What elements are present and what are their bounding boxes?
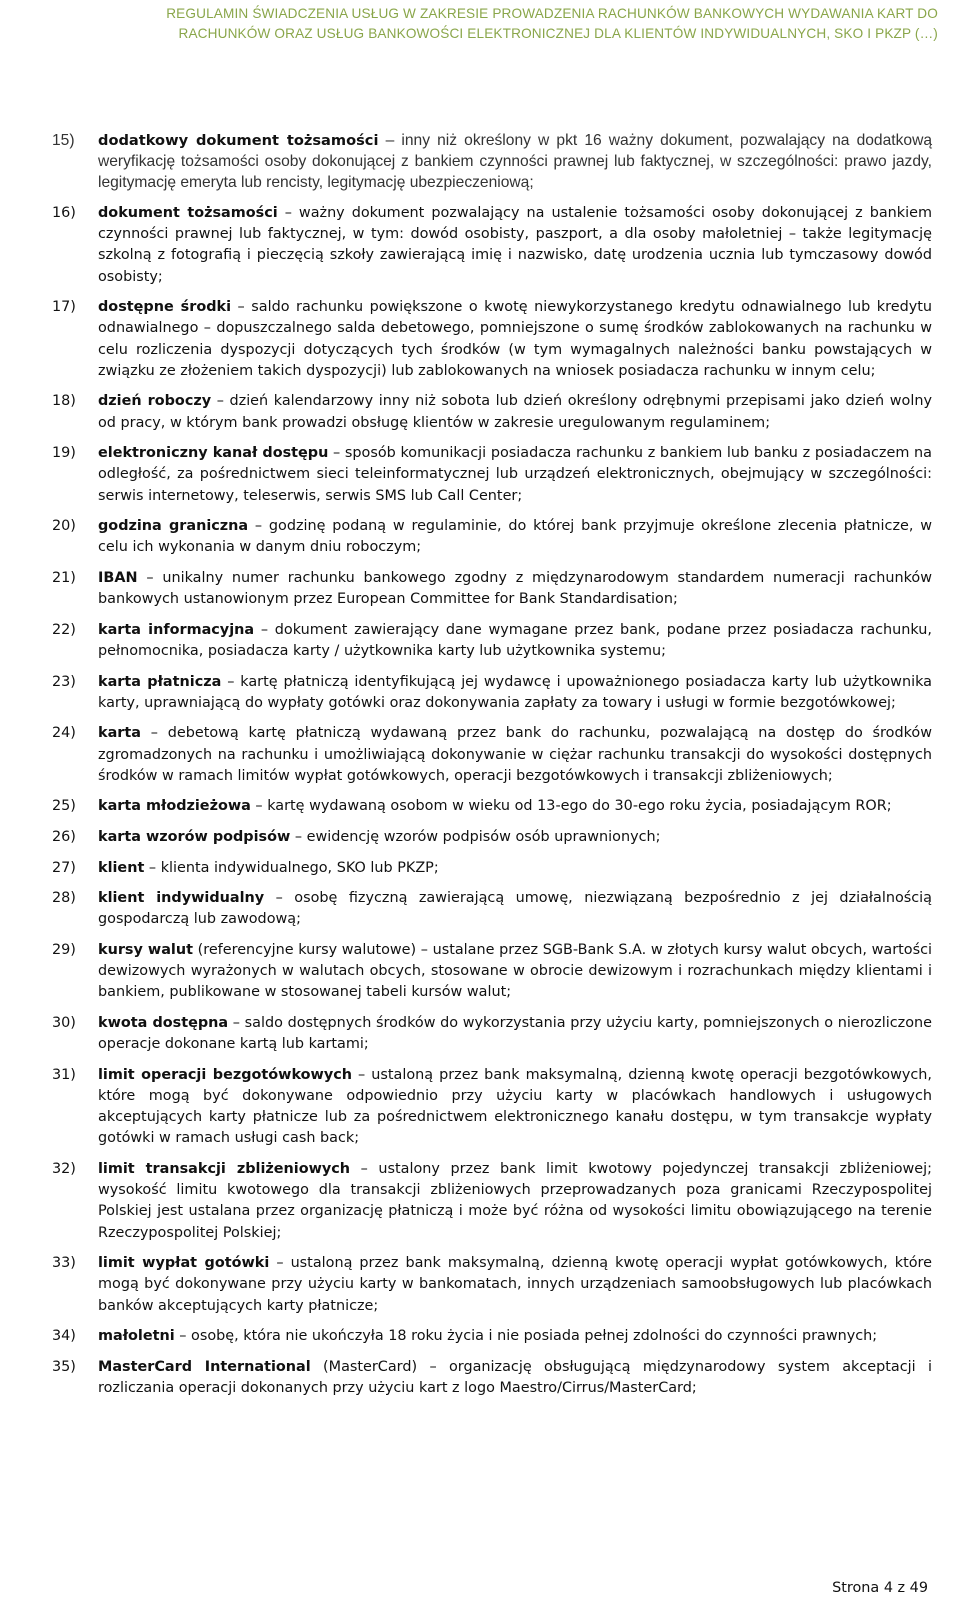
definition-item (0, 443, 960, 507)
definition-separator: – (264, 890, 295, 907)
definition-number: 27) (52, 859, 76, 876)
definition-text: klienta indywidualnego, SKO lub PKZP; (160, 859, 439, 876)
definition-text: godzinę podaną w regulaminie, do której bank przyjmuje określone zlecenia płatnicze, w celu ich wykonania w danym dniu roboczym; (98, 518, 932, 556)
definition-number: 19) (52, 445, 76, 462)
definition-separator: – (144, 859, 161, 876)
definition-number: 32) (52, 1160, 76, 1177)
definition-text: saldo dostępnych środków do wykorzystania przy użyciu karty, pomniejszonych o nierozliczone operacje dokonane kartą lub kartami; (98, 1014, 932, 1053)
definition-item (0, 1013, 960, 1055)
definition-text: dzień kalendarzowy inny niż sobota lub dzień określony odrębnymi przepisami jako dzień wolny od pracy, w którym bank prowadzi obsługę klientów w zakresie uregulowanym regulaminem; (98, 393, 932, 431)
definition-separator: – (248, 518, 269, 535)
definition-number: 35) (52, 1358, 76, 1375)
definition-term: godzina graniczna (98, 518, 249, 535)
definition-term: karta młodzieżowa (98, 798, 251, 815)
definition-text: ważny dokument pozwalający na ustalenie tożsamości osoby dokonującej z bankiem czynności prawnej lub faktycznej, w tym: dowód osobisty, paszport, a dla osoby małoletniej – także legitymację szkolną z fotografią i pieczęcią szkoły zawierającą imię i nazwisko, datę urodzenia ucznia lub tymczasowy dowód osobisty; (98, 205, 932, 285)
definition-term: MasterCard International (98, 1358, 311, 1375)
definition-separator: – (211, 393, 230, 410)
definition-text: debetową kartę płatniczą wydawaną przez bank do rachunku, pozwalającą na dostęp do środków zgromadzonych na rachunku i umożliwiającą dokonywanie w ciężar rachunku transakcji do wysokości dostępnych środków w ramach limitów wypłat gotówkowych, operacji bezgotówkowych i transakcji zbliżeniowych; (98, 725, 932, 784)
definition-text: osobę, która nie ukończyła 18 roku życia i nie posiada pełnej zdolności do czynności prawnych; (191, 1328, 878, 1345)
definition-number: 30) (52, 1014, 76, 1031)
definition-term: dodatkowy dokument tożsamości (98, 132, 379, 149)
definition-number: 20) (52, 518, 76, 535)
definition-separator: – (174, 1328, 192, 1345)
definition-item (0, 516, 960, 558)
definition-text: ustaloną przez bank maksymalną, dzienną kwotę operacji wypłat gotówkowych, które mogą być dokonywane przy użyciu karty w bankomatach, innych urządzeniach samoobsługowych lub placówkach banków akceptujących karty płatnicze; (98, 1255, 932, 1314)
definition-text: kartę płatniczą identyfikującą jej wydawcę i upoważnionego posiadacza karty lub użytkownika karty, uprawniającą do wypłaty gotówki oraz dokonywania zapłaty za towary i usługi w formie bezgotówkowej; (98, 673, 932, 711)
definition-number: 16) (52, 205, 76, 221)
definition-term: małoletni (98, 1328, 175, 1345)
definition-number: 29) (52, 941, 76, 958)
definition-separator: – (378, 132, 402, 149)
definition-separator: – (137, 570, 163, 586)
definition-item (0, 1253, 960, 1317)
definition-term: klient indywidualny (98, 890, 265, 907)
definition-item (0, 723, 960, 787)
definition-separator: – (351, 1066, 372, 1083)
definition-item (0, 672, 960, 714)
page-number: Strona 4 z 49 (832, 1580, 928, 1596)
definition-term: limit operacji bezgotówkowych (98, 1066, 352, 1083)
definition-term: klient (98, 859, 145, 876)
definition-item (0, 796, 960, 817)
definition-text: inny niż określony w pkt 16 ważny dokument, pozwalający na dodatkową weryfikację tożsamości osoby dokonującej z bankiem czynności prawnej lub faktycznej, w szczególności: prawo jazdy, legitymację emeryta lub rencisty, legitymację ubezpieczeniową; (98, 132, 932, 192)
definition-item (0, 203, 960, 288)
definition-text: ustaloną przez bank maksymalną, dzienną kwotę operacji bezgotówkowych, które mogą być dokonywane odpowiednio przy użyciu karty w placówkach handlowych i usługowych akceptujących karty płatnicze lub za pośrednictwem elektronicznego kanału dostępu, w tym transakcje wypłaty gotówki w ramach usługi cash back; (98, 1066, 932, 1147)
definition-separator: – (228, 1014, 245, 1031)
definition-number: 28) (52, 890, 76, 907)
definition-text: (referencyjne kursy walutowe) – ustalane przez SGB-Bank S.A. w złotych kursy walut obcych, wartości dewizowych wyrażonych w walutach obcych, stosowane w obrocie dewizowym i rozrachunkach między klientami i bankiem, publikowane w stosowanej tabeli kursów walut; (98, 941, 932, 1001)
definition-text: (MasterCard) – organizację obsługującą międzynarodowy system akceptacji i rozliczania operacji dokonanych przy użyciu kart z logo Maestro/Cirrus/MasterCard; (98, 1358, 932, 1396)
definition-text: unikalny numer rachunku bankowego zgodny z międzynarodowym standardem numeracji rachunków bankowych ustanowionym przez European Committee for Bank Standardisation; (98, 570, 932, 608)
definition-number: 33) (52, 1255, 76, 1272)
definition-text: dokument zawierający dane wymagane przez bank, podane przez posiadacza rachunku, pełnomocnika, posiadacza karty / użytkownika karty lub użytkownika systemu; (98, 621, 932, 659)
definition-separator: – (328, 445, 345, 462)
definition-term: IBAN (98, 570, 138, 586)
definition-term: dostępne środki (98, 299, 232, 316)
definition-separator: – (250, 798, 268, 815)
definition-item (0, 940, 960, 1004)
definition-term: dokument tożsamości (98, 205, 278, 221)
definition-term: kwota dostępna (98, 1014, 229, 1031)
definition-term: elektroniczny kanał dostępu (98, 445, 329, 462)
definition-item (0, 858, 960, 879)
definition-number: 22) (52, 621, 76, 638)
definition-separator: – (254, 621, 275, 638)
definition-term: limit transakcji zbliżeniowych (98, 1160, 351, 1177)
definition-text: ewidencję wzorów podpisów osób uprawnionych; (306, 828, 661, 845)
definition-item (0, 620, 960, 662)
definition-separator: – (290, 828, 307, 845)
definition-item (0, 297, 960, 382)
definition-term: dzień roboczy (98, 393, 212, 410)
definition-term: kursy walut (98, 941, 193, 958)
definition-text: osobę fizyczną zawierającą umowę, niezwiązaną bezpośrednio z jej działalnością gospodarczą lub zawodową; (98, 890, 932, 928)
definition-separator: – (350, 1160, 379, 1177)
definition-text: sposób komunikacji posiadacza rachunku z bankiem lub banku z posiadaczem na odległość, za pośrednictwem sieci teleinformatycznej lub urządzeń elektronicznych, obejmujący w szczególności: serwis internetowy, teleserwis, serwis SMS lub Call Center; (98, 445, 932, 504)
running-header-line-1: REGULAMIN ŚWIADCZENIA USŁUG W ZAKRESIE PROWADZENIA RACHUNKÓW BANKOWYCH WYDAWANIA KART DO (166, 6, 938, 21)
definition-item (0, 130, 960, 194)
running-header (38, 4, 938, 44)
definition-separator: – (277, 205, 299, 221)
definition-number: 24) (52, 725, 76, 742)
definitions-list (0, 130, 960, 1409)
definition-text: ustalony przez bank limit kwotowy pojedynczej transakcji zbliżeniowej; wysokość limitu kwotowego dla transakcji zbliżeniowych przeprowadzanych poza granicami Rzeczypospolitej Polskiej jest ustalana przez organizację płatniczą i może być różna od wysokości limitu obowiązującego na terenie Rzeczypospolitej Polskiej; (98, 1160, 932, 1241)
definition-item (0, 568, 960, 610)
definition-separator: – (221, 673, 241, 690)
definition-term: karta płatnicza (98, 673, 222, 690)
definition-item (0, 1065, 960, 1150)
definition-separator: – (140, 725, 168, 742)
definition-item (0, 1357, 960, 1399)
definition-term: karta wzorów podpisów (98, 828, 291, 845)
definition-number: 21) (52, 570, 76, 586)
definition-separator (311, 1359, 323, 1375)
definition-number: 17) (52, 299, 76, 316)
running-header-line-2: RACHUNKÓW ORAZ USŁUG BANKOWOŚCI ELEKTRONICZNEJ DLA KLIENTÓW INDYWIDUALNYCH, SKO I PKZP (…) (178, 26, 938, 41)
definition-number: 26) (52, 828, 76, 845)
definition-text: saldo rachunku powiększone o kwotę niewykorzystanego kredytu odnawialnego lub kredytu odnawialnego – dopuszczalnego salda debetowego, pomniejszone o sumę środków zablokowanych na rachunku w celu rozliczenia dyspozycji dotyczących tych środków (w tym wymagalnych należności banku powstających w związku ze złożeniem takich dyspozycji) lub zablokowanych na wniosek posiadacza rachunku w innym celu; (98, 299, 932, 379)
definition-item (0, 888, 960, 930)
definition-item (0, 391, 960, 433)
definition-separator: – (231, 299, 252, 316)
definition-number: 23) (52, 673, 76, 690)
definition-number: 34) (52, 1328, 76, 1345)
definition-term: karta informacyjna (98, 621, 255, 638)
definition-number: 15) (52, 132, 75, 149)
definition-item (0, 1326, 960, 1347)
definition-item (0, 1159, 960, 1244)
definition-term: limit wypłat gotówki (98, 1255, 270, 1272)
definition-number: 31) (52, 1066, 76, 1083)
definition-separator: – (269, 1255, 291, 1272)
definition-text: kartę wydawaną osobom w wieku od 13-ego do 30-ego roku życia, posiadającym ROR; (267, 798, 892, 815)
definition-number: 25) (52, 798, 76, 815)
definition-item (0, 827, 960, 848)
definition-term: karta (98, 725, 141, 742)
definition-number: 18) (52, 393, 76, 410)
